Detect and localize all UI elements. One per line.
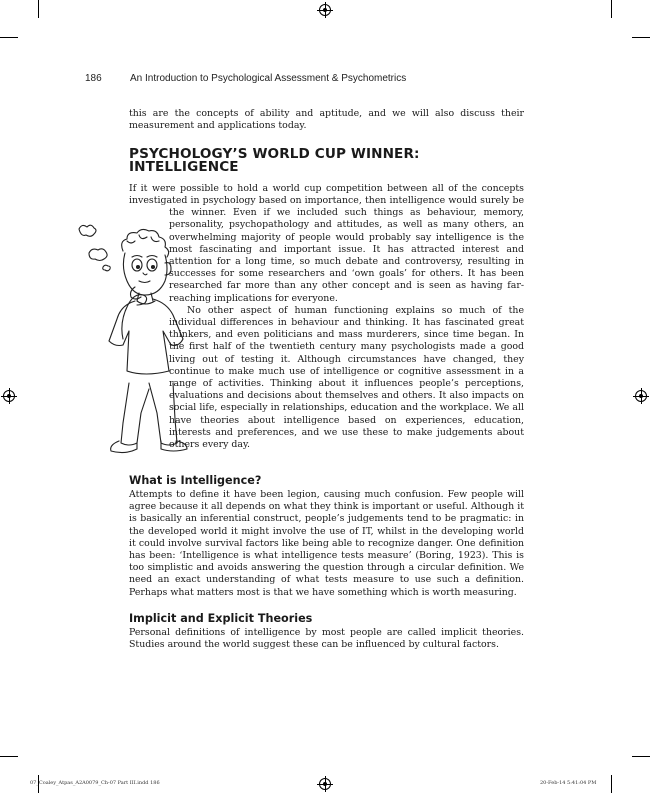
thinking-boy-illustration [77, 219, 169, 461]
page-number: 186 [85, 73, 102, 84]
crop-mark [611, 775, 612, 793]
crop-mark [38, 0, 39, 18]
file-info: 07_Coaley_Atpas_A2A0079_Ch-07 Part III.indd 186 [30, 780, 160, 786]
timestamp: 20-Feb-14 5:41:04 PM [540, 780, 597, 786]
paragraph-what-is-intelligence: Attempts to define it have been legion, causing much confusion. Few people will agree because it all depends on what they think is important or useful. Although it is basically an inferential construct, people’s judgements tend to be pragmatic: in the developed world it might involve the use of IT, whilst in the developing world it could involve survival factors like being able to recognize danger. One definition has been: ‘Intelligence is what intelligence tests measure’ (Boring, 1923). This is too simplistic and avoids answering the question through a circular definition. We need an exact understanding of what tests measure to use such a definition. Perhaps what matters most is that we have something which is worth measuring. [129, 489, 524, 598]
intro-paragraph: this are the concepts of ability and aptitude, and we will also discuss their measurement and applications today. [129, 108, 524, 132]
section-heading-implicit-explicit: Implicit and Explicit Theories [129, 611, 313, 625]
crop-mark [0, 37, 18, 38]
registration-mark-icon [635, 390, 647, 402]
paragraph-implicit-explicit: Personal definitions of intelligence by most people are called implicit theories. Studies around the world suggest these can be influenced by cultural factors. [129, 627, 524, 651]
registration-mark-icon [319, 778, 331, 790]
registration-mark-icon [3, 390, 15, 402]
crop-mark [632, 756, 650, 757]
text-with-figure [129, 183, 524, 461]
registration-mark-icon [319, 4, 331, 16]
section-heading-what-is-intelligence: What is Intelligence? [129, 473, 262, 487]
book-title: An Introduction to Psychological Assessment & Psychometrics [130, 73, 407, 84]
crop-mark [0, 756, 18, 757]
crop-mark [632, 37, 650, 38]
section-heading-world-cup: PSYCHOLOGY’S WORLD CUP WINNER: INTELLIGENCE [129, 146, 420, 175]
paragraph-world-cup-1: If it were possible to hold a world cup competition between all of the concepts investigated in psychology based on importance, then intelligence would surely be the winner. Even if we included such things as behaviour, memory, personality, psychopathology and attitudes, as well as many others, an overwhelming majority of people would probably say intelligence is the most fascinating and important issue. It has attracted interest and attention for a long time, so much debate and controversy, resulting in successes for some researchers and ‘own goals’ for others. It has been researched far more than any other concept and is seen as having far-reaching implications for everyone. [129, 182, 524, 304]
paragraph-world-cup-2: No other aspect of human functioning explains so much of the individual differences in behaviour and thinking. It has fascinated great thinkers, and even politicians and mass murderers, since time began. In the first half of the twentieth century many psychologists made a good living out of testing it. Although circumstances have changed, they continue to make much use of intelligence or cognitive assessment in a range of activities. Thinking about it influences people’s perceptions, evaluations and decisions about themselves and others. It also impacts on social life, especially in relationships, education and the workplace. We all have theories about intelligence based on experiences, education, interests and preferences, and we use these to make judgements about others every day. [169, 304, 524, 451]
crop-mark [611, 0, 612, 18]
page-body [129, 108, 524, 651]
